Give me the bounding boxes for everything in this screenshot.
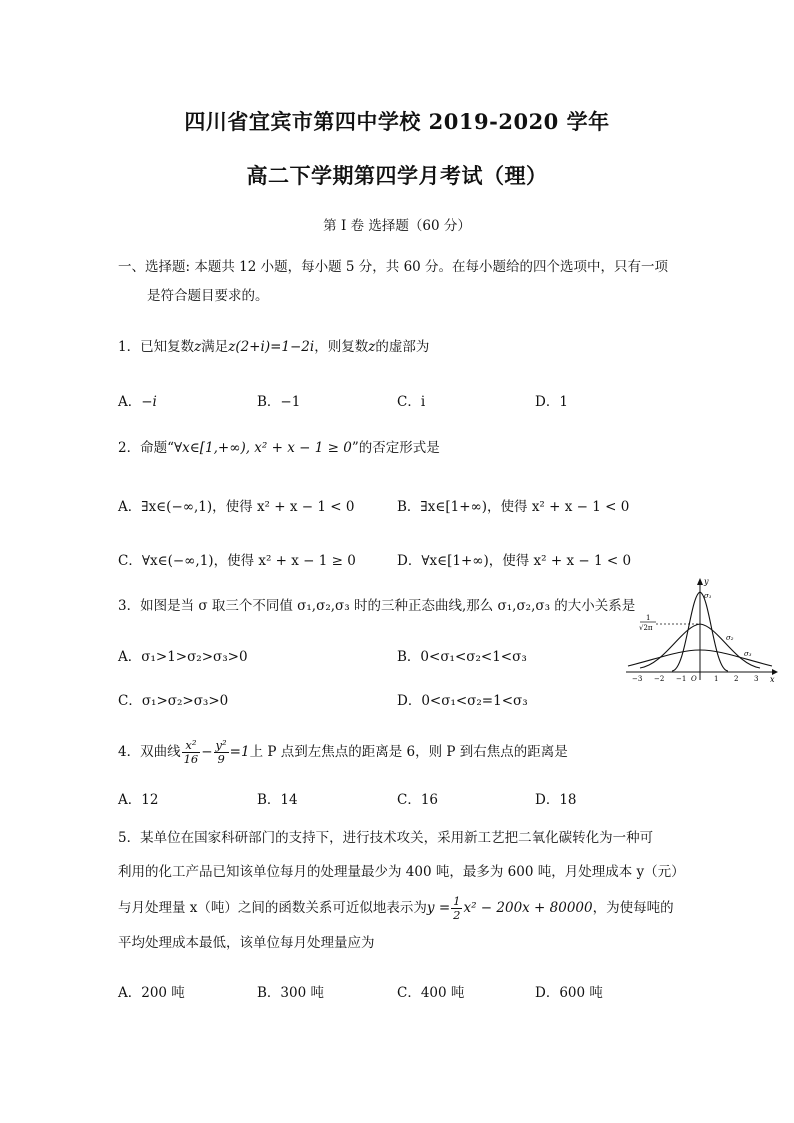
- option-label: B．: [257, 985, 281, 1001]
- option-c: [397, 788, 438, 808]
- question-5-line3: [118, 893, 674, 923]
- exam-title-line1: 四川省宜宾市第四中学校 2019-2020 学年: [184, 109, 610, 134]
- option-value: ∀x∈[1+∞)，使得 x² + x − 1 < 0: [421, 553, 632, 569]
- question-text: 与月处理量 x（吨）之间的函数关系可近似地表示为: [118, 900, 427, 916]
- frac-numerator: 1: [646, 614, 651, 622]
- question-text: 命题“: [140, 440, 174, 456]
- question-text: 的虚部为: [375, 339, 430, 355]
- option-label: C．: [397, 792, 421, 808]
- y-axis-arrow: [697, 578, 703, 585]
- option-value: 18: [559, 792, 577, 808]
- option-a: [118, 981, 185, 1001]
- option-b: [257, 390, 300, 410]
- option-label: D．: [535, 792, 560, 808]
- y-axis-label: y: [704, 577, 709, 586]
- option-value: 14: [280, 792, 298, 808]
- option-value: i: [420, 394, 426, 410]
- fraction-denominator: 9: [217, 752, 225, 766]
- option-value: 300 吨: [280, 985, 324, 1001]
- origin-label: O: [691, 675, 697, 683]
- option-value: σ₁>σ₂>σ₃>0: [141, 693, 229, 709]
- question-5-line1: [118, 828, 653, 848]
- option-c: [118, 549, 356, 569]
- question-5-line2: 利用的化工产品已知该单位每月的处理量最少为 400 吨，最多为 600 吨，月处理成本 y（元）: [118, 864, 685, 880]
- question-text: 如图是当 σ 取三个不同值 σ₁,σ₂,σ₃ 时的三种正态曲线,那么 σ₁,σ₂,σ₃ 的大小关系是: [140, 598, 636, 614]
- option-value: ∀x∈(−∞,1)，使得 x² + x − 1 ≥ 0: [141, 553, 356, 569]
- fraction-denominator: 16: [183, 752, 199, 766]
- option-label: B．: [397, 649, 421, 665]
- fraction-one-half: [451, 895, 462, 922]
- frac-denominator: √2π: [639, 624, 653, 632]
- option-value: 600 吨: [559, 985, 603, 1001]
- normal-curves-figure: [620, 576, 780, 686]
- option-c: [397, 390, 425, 410]
- x-axis-label: x: [770, 675, 775, 684]
- option-label: B．: [397, 499, 421, 515]
- fraction-y2-9: [214, 739, 229, 766]
- question-4-stem: [118, 737, 568, 767]
- question-text: 上 P 点到左焦点的距离是 6，则 P 到右焦点的距离是: [249, 744, 568, 760]
- option-value: 200 吨: [141, 985, 185, 1001]
- question-1-stem: [118, 337, 429, 357]
- option-c: [397, 981, 464, 1001]
- question-number: 3．: [118, 598, 141, 614]
- option-b: [257, 981, 324, 1001]
- option-d: [397, 689, 528, 709]
- question-3-stem: [118, 596, 635, 616]
- minus-sign: −: [201, 744, 213, 760]
- option-c: [118, 689, 228, 709]
- option-b: [397, 495, 629, 515]
- instruction-line2: 是符合题目要求的。: [147, 288, 269, 304]
- option-value: 0<σ₁<σ₂=1<σ₃: [421, 693, 528, 709]
- option-label: D．: [397, 553, 422, 569]
- fraction-numerator: x²: [182, 739, 201, 753]
- sigma3-label: σ₃: [744, 650, 752, 658]
- question-5-line4: 平均处理成本最低，该单位每月处理量应为: [118, 935, 375, 951]
- question-text: 已知复数: [140, 339, 195, 355]
- question-number: 4．: [118, 744, 141, 760]
- option-d: [397, 549, 631, 569]
- option-a: [118, 645, 248, 665]
- math-var: z: [368, 339, 376, 355]
- option-label: D．: [397, 693, 422, 709]
- option-a: [118, 788, 158, 808]
- question-number: 2．: [118, 440, 141, 456]
- option-a: [118, 390, 157, 410]
- option-label: A．: [118, 649, 142, 665]
- question-text: ，则复数: [314, 339, 369, 355]
- option-value: 1: [559, 394, 568, 410]
- option-label: A．: [118, 985, 142, 1001]
- math-expression: z(2+i)=1−2i: [228, 339, 315, 355]
- math-expression: y =: [426, 900, 451, 916]
- tick-label: −2: [654, 675, 665, 683]
- tick-label: 1: [714, 675, 719, 683]
- option-value: 0<σ₁<σ₂<1<σ₃: [420, 649, 527, 665]
- option-value: ∃x∈[1+∞)，使得 x² + x − 1 < 0: [420, 499, 630, 515]
- option-b: [397, 645, 527, 665]
- option-label: C．: [397, 394, 421, 410]
- option-value: ∃x∈(−∞,1)，使得 x² + x − 1 < 0: [141, 499, 355, 515]
- fraction-denominator: 2: [453, 908, 461, 922]
- question-text: 双曲线: [140, 744, 181, 760]
- option-value: 12: [141, 792, 159, 808]
- math-var: z: [194, 339, 202, 355]
- option-label: C．: [397, 985, 421, 1001]
- exam-title-line2: 高二下学期第四学月考试（理）: [246, 163, 548, 188]
- option-label: B．: [257, 394, 281, 410]
- equals-one: =1: [229, 744, 250, 760]
- math-expression: x² − 200x + 80000: [463, 900, 593, 916]
- option-d: [535, 788, 577, 808]
- fraction-x2-16: [182, 739, 201, 766]
- tick-label: −3: [632, 675, 643, 683]
- question-2-stem: [118, 438, 440, 458]
- fraction-numerator: 1: [453, 894, 461, 908]
- option-label: C．: [118, 693, 142, 709]
- question-text: ”的否定形式是: [351, 440, 440, 456]
- tick-label: −1: [676, 675, 687, 683]
- option-value: 400 吨: [420, 985, 465, 1001]
- question-text: ，为使每吨的: [592, 900, 674, 916]
- option-value: −1: [280, 394, 301, 410]
- option-label: D．: [535, 394, 560, 410]
- question-text: 某单位在国家科研部门的支持下，进行技术攻关，采用新工艺把二氧化碳转化为一种可: [140, 830, 654, 846]
- option-label: A．: [118, 499, 142, 515]
- option-label: A．: [118, 394, 142, 410]
- option-value: −i: [141, 394, 157, 410]
- option-label: C．: [118, 553, 142, 569]
- instruction-line1: 一、选择题: 本题共 12 小题，每小题 5 分，共 60 分。在每小题给的四个选项中，只有一项: [118, 259, 669, 275]
- option-a: [118, 495, 354, 515]
- tick-label: 2: [734, 675, 739, 683]
- sigma2-label: σ₂: [726, 634, 734, 642]
- option-d: [535, 981, 603, 1001]
- option-d: [535, 390, 568, 410]
- option-label: B．: [257, 792, 281, 808]
- sigma1-label: σ₁: [704, 592, 712, 600]
- question-text: 满足: [201, 339, 229, 355]
- question-number: 5．: [118, 830, 141, 846]
- math-expression: ∀x∈[1,+∞), x² + x − 1 ≥ 0: [174, 440, 352, 456]
- option-value: 16: [420, 792, 439, 808]
- option-label: A．: [118, 792, 142, 808]
- option-label: D．: [535, 985, 560, 1001]
- section-heading: 第 I 卷 选择题（60 分）: [323, 218, 471, 234]
- option-value: σ₁>1>σ₂>σ₃>0: [141, 649, 248, 665]
- option-b: [257, 788, 298, 808]
- fraction-numerator: y²: [215, 738, 227, 752]
- tick-label: 3: [754, 675, 759, 683]
- question-number: 1．: [118, 339, 141, 355]
